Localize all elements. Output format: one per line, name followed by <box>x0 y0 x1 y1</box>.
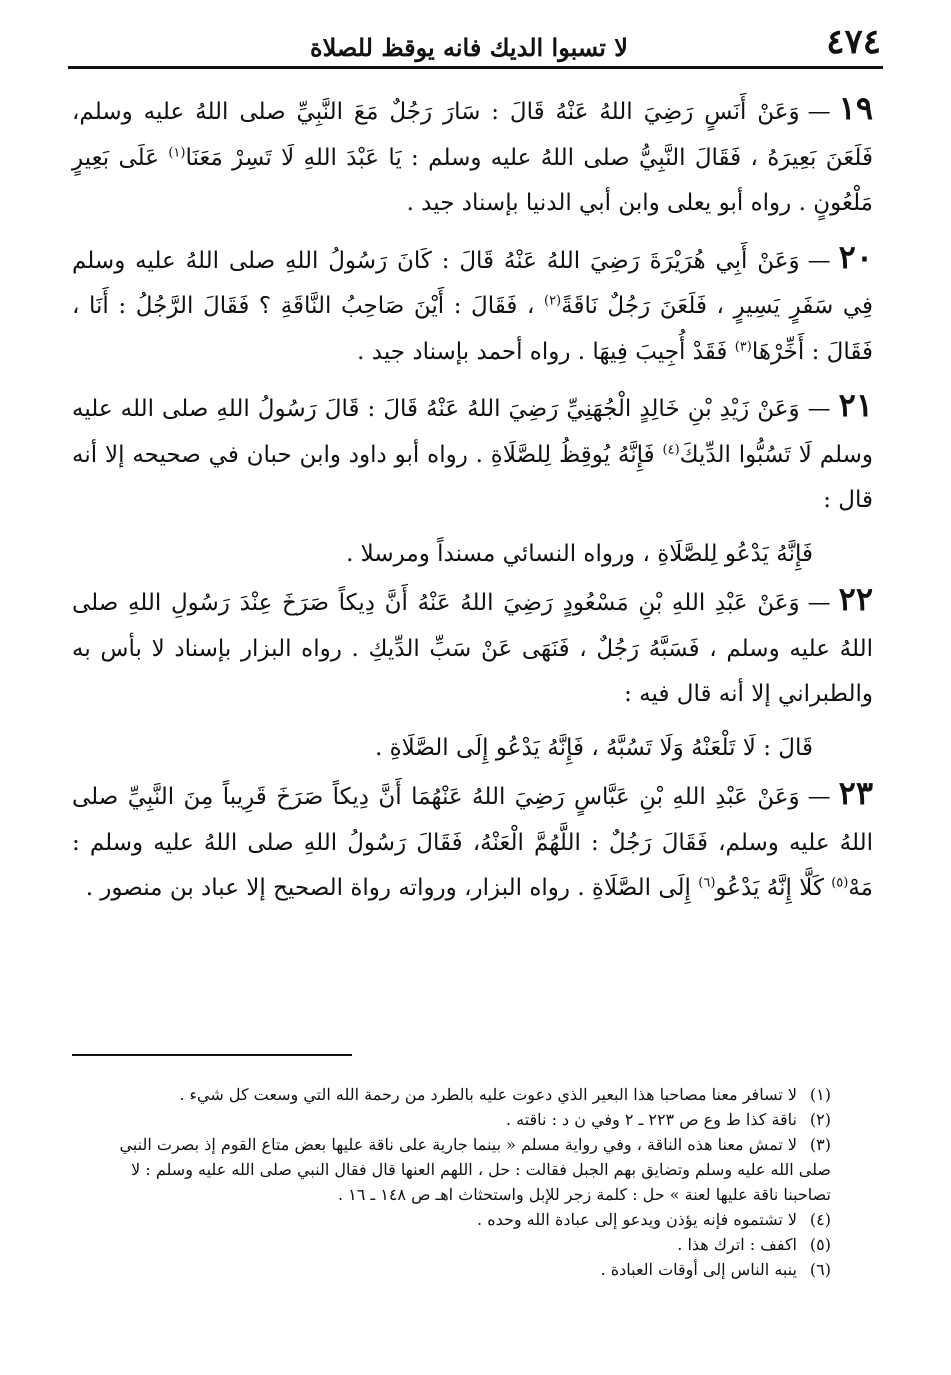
hadith-text-continued: عَلَى بَعِيرٍ مَلْعُونٍ . رواه أبو يعلى وابن أبي الدنيا بإسناد جيد . <box>72 144 873 216</box>
footnote-text: لا تشتموه فإنه يؤذن ويدعو إلى عبادة الله وحده . <box>477 1210 797 1229</box>
hadith-number: ٢٠ <box>838 237 873 276</box>
footnote-marker: (١) <box>168 144 186 160</box>
footnote-2 <box>100 1107 831 1132</box>
page-header <box>70 18 881 62</box>
hadith-text: وَعَنْ أَنَسٍ رَضِيَ اللهُ عَنْهُ قَالَ : سَارَ رَجُلٌ مَعَ النَّبِيِّ صلى اللهُ عليه وسلم، فَلَعَنَ بَعِيرَهُ ، فَقَالَ النَّبِيُّ صلى اللهُ عليه وسلم : يَا عَبْدَ اللهِ لَا تَسِرْ مَعَنَا <box>72 99 874 171</box>
dash: — <box>807 784 831 810</box>
footnote-text: ينبه الناس إلى أوقات العبادة . <box>600 1260 797 1279</box>
hadith-text-end: فَقَدْ أُجِيبَ فِيهَا . رواه أحمد بإسناد جيد . <box>357 338 728 365</box>
dash: — <box>807 99 831 125</box>
hadith-text: وَعَنْ عَبْدِ اللهِ بْنِ مَسْعُودٍ رَضِيَ اللهُ عَنْهُ أَنَّ دِيكاً صَرَخَ عِنْدَ رَسُولِ اللهِ صلى اللهُ عليه وسلم ، فَسَبَّهُ رَجُلٌ ، فَنَهَى عَنْ سَبِّ الدِّيكِ . رواه البزار بإسناد لا بأس به والطبراني إلا أنه قال فيه : <box>72 590 873 707</box>
footnote-marker: (٣) <box>734 338 752 354</box>
dash: — <box>807 590 831 616</box>
footnote-3 <box>100 1132 831 1207</box>
dash: — <box>807 396 831 422</box>
hadith-text-continued: فَإِنَّهُ يُوقِظُ لِلصَّلَاةِ . رواه أبو داود وابن حبان في صحيحه إلا أنه قال : <box>72 441 873 513</box>
footnote-4 <box>100 1207 831 1232</box>
footnote-text: ناقة كذا ط وع ص ٢٢٣ ـ ٢ وفي ن د : ناقته . <box>505 1110 797 1129</box>
hadith-number: ٢٢ <box>838 580 873 618</box>
footnote-1 <box>100 1082 831 1107</box>
main-text <box>72 86 873 920</box>
footnote-marker: (٤) <box>662 441 680 457</box>
hadith-text: وَعَنْ زَيْدِ بْنِ خَالِدٍ الْجُهَنِيِّ رَضِيَ اللهُ عَنْهُ قَالَ : قَالَ رَسُولُ اللهِ صلى الله عليه وسلم لَا تَسُبُّوا الدِّيكَ <box>72 396 873 468</box>
footnote-text: اكفف : اترك هذا . <box>677 1235 797 1254</box>
footnote-number: (٢) <box>809 1110 831 1129</box>
footnote-text: لا تمش معنا هذه الناقة ، وفي رواية مسلم « بينما جارية على ناقة عليها بعض متاع القوم إذ بصرت النبي صلى الله عليه وسلم وتضايق بهم الجبل فقالت : حل ، اللهم العنها قال فقال النبي صلى الله عليه وسلم : لا تصاحبنا ناقة عليها لعنة » حل : كلمة زجر للإبل واستحثاث اهـ ص ١٤٨ ـ ١٦ . <box>119 1135 831 1204</box>
hadith-number: ٢٣ <box>838 774 873 812</box>
footnote-separator <box>72 1054 352 1056</box>
footnote-marker: (٢) <box>543 293 562 309</box>
footnote-number: (٥) <box>809 1235 831 1254</box>
header-rule <box>68 66 883 69</box>
hadith-22-variant: قَالَ : لَا تَلْعَنْهُ وَلَا تَسُبَّهُ ، فَإِنَّهُ يَدْعُو إِلَى الصَّلَاةِ . <box>374 734 813 761</box>
hadith-text-end: إِلَى الصَّلَاةِ . رواه البزار، ورواته رواة الصحيح إلا عباد بن منصور . <box>85 875 691 901</box>
footnote-marker: (٦) <box>698 875 716 891</box>
hadith-number: ٢١ <box>838 386 873 424</box>
hadith-22 <box>72 577 873 718</box>
hadith-text-continued: كَلَّا إِنَّهُ يَدْعُو <box>715 875 824 901</box>
hadith-19 <box>72 86 873 227</box>
footnote-number: (٦) <box>809 1260 831 1279</box>
footnote-number: (٤) <box>809 1210 831 1229</box>
footnote-text: لا تسافر معنا مصاحبا هذا البعير الذي دعوت عليه بالطرد من رحمة الله التي وسعت كل شيء . <box>179 1085 797 1104</box>
hadith-number: ١٩ <box>838 89 873 127</box>
footnote-6 <box>100 1257 831 1282</box>
hadith-text: وَعَنْ أَبِي هُرَيْرَةَ رَضِيَ اللهُ عَنْهُ قَالَ : كَانَ رَسُولُ اللهِ صلى اللهُ عليه وسلم فِي سَفَرٍ يَسِيرٍ ، فَلَعَنَ رَجُلٌ نَاقَةً <box>72 247 873 319</box>
running-title: لا تسبوا الديك فانه يوقظ للصلاة <box>310 33 628 62</box>
hadith-text: وَعَنْ عَبْدِ اللهِ بْنِ عَبَّاسٍ رَضِيَ اللهُ عَنْهُمَا أَنَّ دِيكاً صَرَخَ قَرِيباً مِنَ النَّبِيِّ صلى اللهُ عليه وسلم، فَقَالَ رَجُلٌ : اللَّهُمَّ الْعَنْهُ، فَقَالَ رَسُولُ اللهِ صلى اللهُ عليه وسلم : مَهْ <box>72 784 873 901</box>
footnote-number: (٣) <box>809 1135 831 1154</box>
hadith-20 <box>72 235 873 376</box>
footnotes <box>100 1082 831 1282</box>
hadith-23 <box>72 771 873 912</box>
hadith-text-continued: ، فَقَالَ : أَيْنَ صَاحِبُ النَّاقَةِ ؟ فَقَالَ الرَّجُلُ : أَنَا ، فَقَالَ : أَخِّرْهَا <box>72 293 873 365</box>
footnote-number: (١) <box>809 1085 831 1104</box>
dash: — <box>807 247 831 274</box>
page-number: ٤٧٤ <box>826 22 881 62</box>
footnote-marker: (٥) <box>831 875 849 891</box>
footnote-5 <box>100 1232 831 1257</box>
hadith-21-variant: فَإِنَّهُ يَدْعُو لِلصَّلَاةِ ، ورواه النسائي مسنداً ومرسلا . <box>346 540 813 567</box>
hadith-21 <box>72 383 873 524</box>
